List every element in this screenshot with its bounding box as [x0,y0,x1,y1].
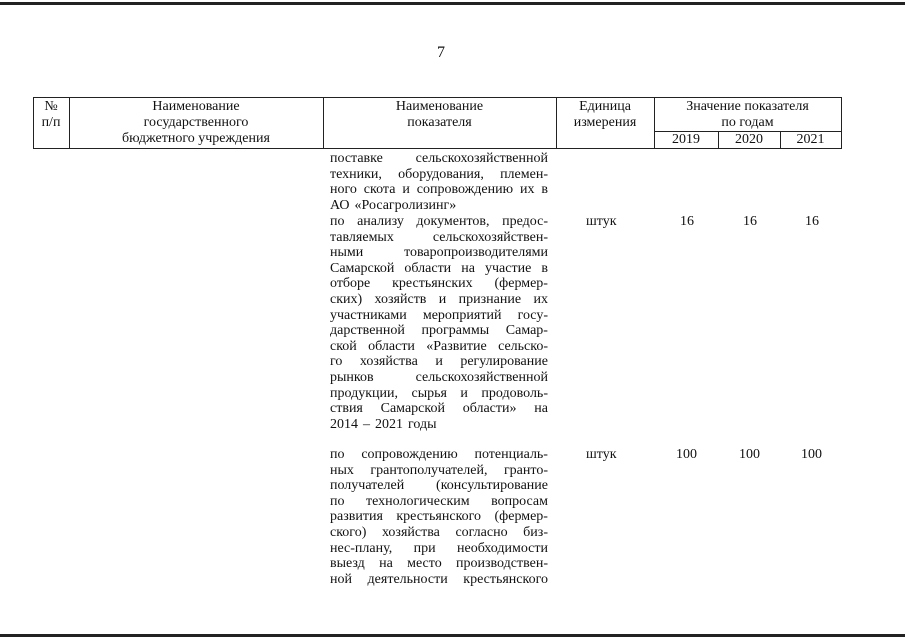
header-unit [556,99,654,131]
indicator-line: ской области «Развитие сельско- [330,338,548,354]
indicator-line: развития крестьянского (фермер- [330,509,548,525]
indicator-line: тавляемых сельскохозяйствен- [330,229,548,245]
indicator-line: участниками мероприятий госу- [330,307,548,323]
header-year-2019: 2019 [672,132,700,147]
indicator-line: ских) хозяйств и признание их [330,291,548,307]
table-row-indicator [330,214,548,432]
indicator-line: ными товаропроизводителями [330,245,548,261]
page-number: 7 [437,44,445,61]
indicator-line: нес-плану, при необходимости [330,540,548,556]
indicator-line: го хозяйства и регулирование [330,354,548,370]
indicator-line: ствия Самарской области» на [330,401,548,417]
header-text: Наименование [395,99,484,114]
indicator-line: ных грантополучателей, гранто- [330,462,548,478]
header-text: по годам [721,115,774,130]
value-2020: 100 [739,447,760,462]
header-value [654,99,841,131]
header-num [33,99,69,131]
indicator-line: дарственной программы Самар- [330,323,548,339]
indicator-line: 2014 – 2021 годы [330,416,437,432]
indicator-line: получателей (консультирование [330,478,548,494]
indicator-line: техники, оборудования, племен- [330,166,548,182]
indicator-line: продукции, сырья и продоволь- [330,385,548,401]
value-2019: 16 [680,214,694,229]
header-text: п/п [41,115,61,130]
indicator-line: ного скота и сопровождению их в [330,182,548,198]
table-row-indicator [330,151,548,213]
indicator-line: ского) хозяйства согласно биз- [330,524,548,540]
header-text: Наименование [152,99,240,114]
unit-cell: штук [586,214,617,229]
indicator-line: рынков сельскохозяйственной [330,369,548,385]
header-institution [69,99,323,147]
value-2020: 16 [743,214,757,229]
indicator-line: по сопровождению потенциаль- [330,447,548,462]
value-2021: 16 [805,214,819,229]
header-text: государственного [143,115,249,130]
header-text: № [44,99,58,114]
indicator-line: выезд на место производствен- [330,556,548,572]
header-text: Единица [579,99,631,114]
header-indicator [323,99,556,131]
indicator-line: по анализу документов, предос- [330,214,548,229]
indicator-line: поставке сельскохозяйственной [330,151,548,166]
header-year-2021: 2021 [796,132,825,147]
table-row-indicator [330,447,548,587]
indicator-line: по технологическим вопросам [330,493,548,509]
header-text: Значение показателя [686,99,809,114]
indicator-line: отборе крестьянских (фермер- [330,276,548,292]
header-year-2020: 2020 [735,132,763,147]
value-2021: 100 [801,447,822,462]
header-text: показателя [407,115,472,130]
value-2019: 100 [676,447,697,462]
header-text: бюджетного учреждения [122,131,270,146]
scan-edge-top [0,2,905,5]
scan-edge-bottom [0,634,905,637]
header-text: измерения [573,115,637,130]
indicator-line: АО «Росагролизинг» [330,197,457,213]
indicator-line: ной деятельности крестьянского [330,571,548,587]
unit-cell: штук [586,447,617,462]
indicator-line: Самарской области на участие в [330,260,548,276]
